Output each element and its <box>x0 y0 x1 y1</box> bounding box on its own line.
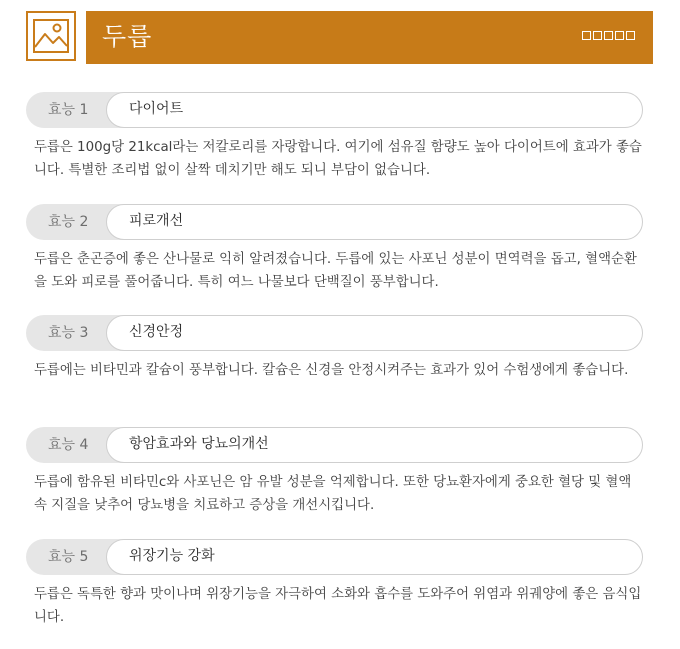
square-icon <box>626 31 635 40</box>
benefit-label: 효능 5 <box>26 539 126 575</box>
benefit-description: 두릅은 춘곤증에 좋은 산나물로 익히 알려졌습니다. 두릅에 있는 사포닌 성분이 면역력을 돕고, 혈액순환을 도와 피로를 풀어줍니다. 특히 여느 나물보다 단백질이 풍부합니다. <box>34 252 637 290</box>
benefit-item <box>26 204 646 294</box>
benefit-title: 다이어트 <box>106 92 643 128</box>
benefit-item <box>26 92 646 182</box>
benefit-label: 효능 3 <box>26 315 126 351</box>
title-bar <box>86 11 653 64</box>
benefit-label: 효능 1 <box>26 92 126 128</box>
image-placeholder-icon <box>26 11 76 61</box>
benefit-title: 위장기능 강화 <box>106 539 643 575</box>
benefit-description: 두릅에는 비타민과 칼슘이 풍부합니다. 칼슘은 신경을 안정시켜주는 효과가 있어 수험생에게 좋습니다. <box>34 363 629 378</box>
benefit-header <box>26 315 646 351</box>
benefit-header <box>26 204 646 240</box>
benefit-header <box>26 427 646 463</box>
square-icon <box>593 31 602 40</box>
benefit-label: 효능 2 <box>26 204 126 240</box>
square-icon <box>582 31 591 40</box>
benefit-description: 두릅은 독특한 향과 맛이나며 위장기능을 자극하여 소화와 흡수를 도와주어 위염과 위궤양에 좋은 음식입니다. <box>34 587 642 625</box>
benefit-description: 두릅에 함유된 비타민c와 사포닌은 암 유발 성분을 억제합니다. 또한 당뇨환자에게 중요한 혈당 및 혈액속 지질을 낮추어 당뇨병을 치료하고 증상을 개선시킵니다. <box>34 475 632 513</box>
benefit-label: 효능 4 <box>26 427 126 463</box>
benefit-item <box>26 427 646 517</box>
page-header <box>26 11 653 64</box>
benefit-item <box>26 539 646 629</box>
benefit-title: 항암효과와 당뇨의개선 <box>106 427 643 463</box>
benefit-item <box>26 315 646 382</box>
decorative-squares <box>582 31 635 40</box>
square-icon <box>604 31 613 40</box>
benefit-title: 신경안정 <box>106 315 643 351</box>
benefit-header <box>26 539 646 575</box>
square-icon <box>615 31 624 40</box>
benefit-header <box>26 92 646 128</box>
benefit-description: 두릅은 100g당 21kcal라는 저칼로리를 자랑합니다. 여기에 섬유질 함량도 높아 다이어트에 효과가 좋습니다. 특별한 조리법 없이 살짝 데치기만 해도 되니 부담이 없습니다. <box>34 140 642 178</box>
page-title: 두릅 <box>102 22 153 51</box>
benefit-title: 피로개선 <box>106 204 643 240</box>
